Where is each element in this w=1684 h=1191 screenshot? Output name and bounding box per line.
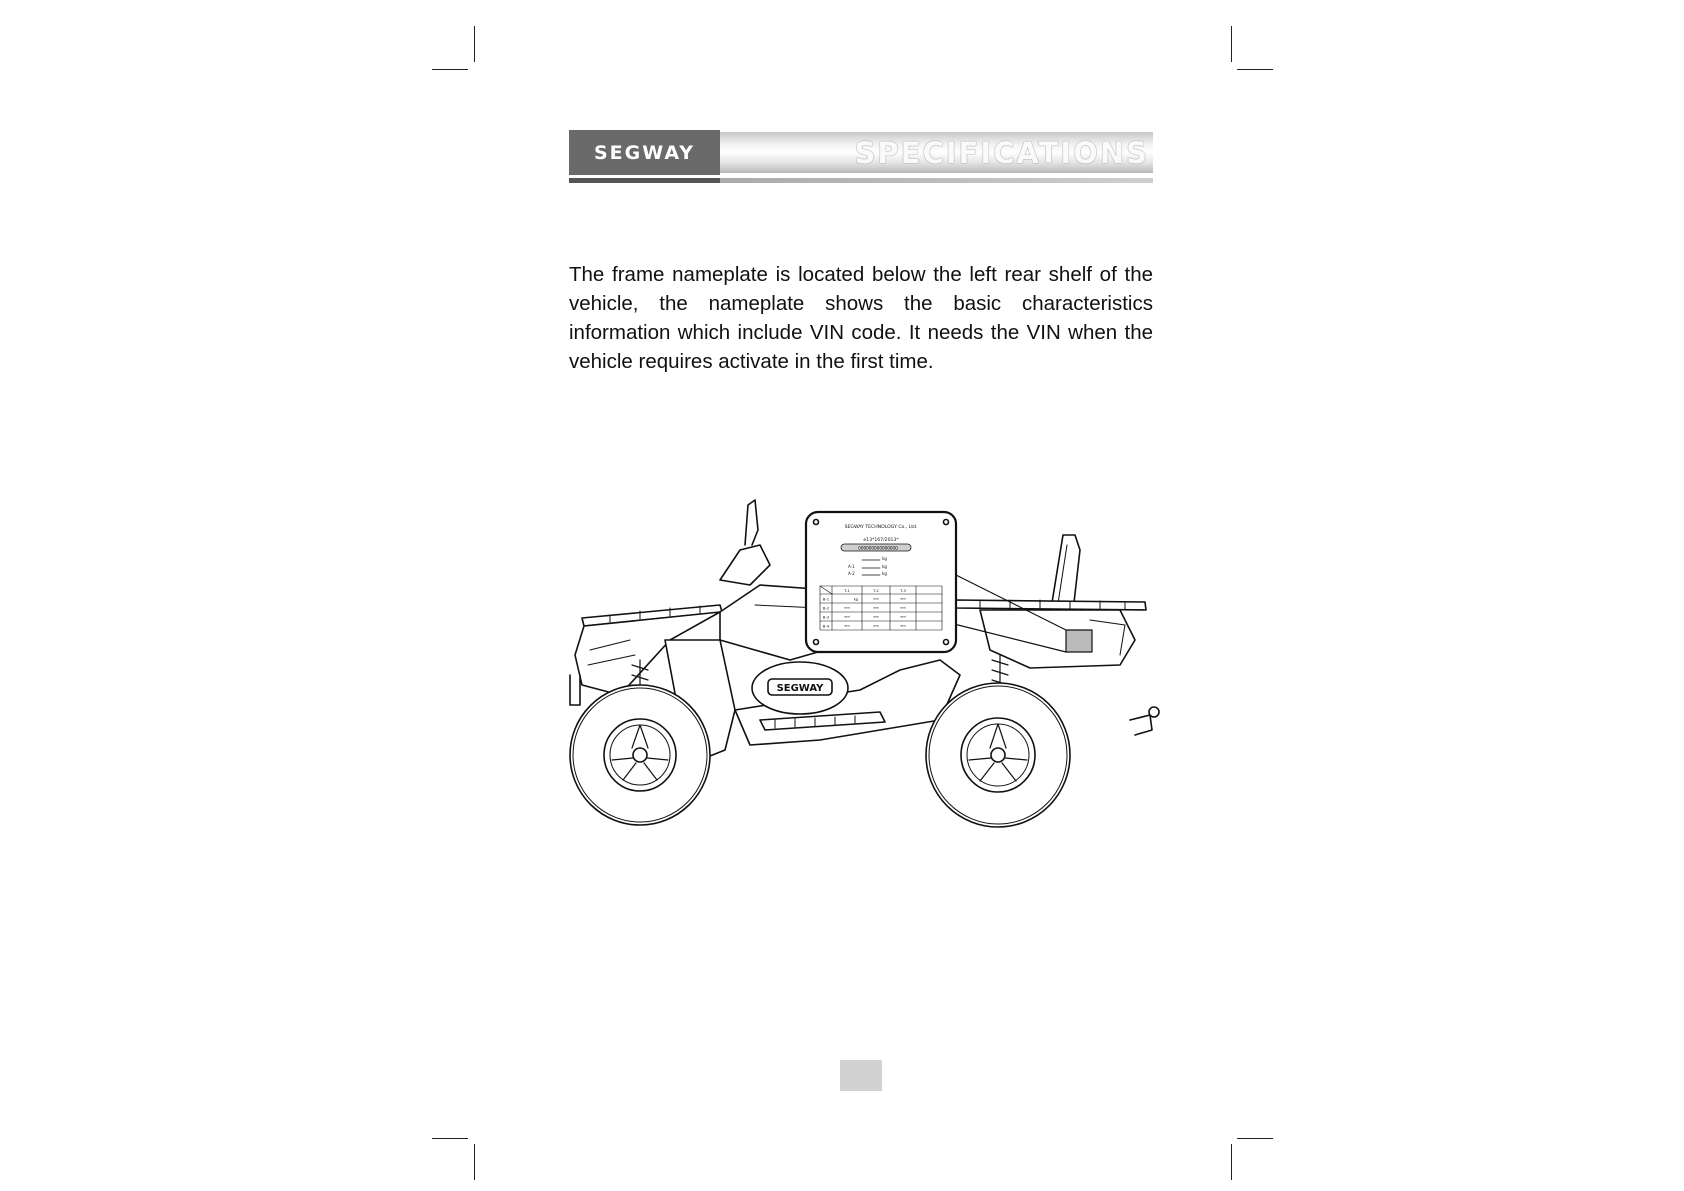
crop-mark [1237, 1138, 1273, 1139]
page-number [840, 1060, 882, 1091]
nameplate-cell: *** [873, 623, 879, 629]
nameplate-axle-label: A-2 [848, 571, 855, 576]
body-paragraph: The frame nameplate is located below the left rear shelf of the vehicle, the nameplate shows the basic characteristics information which include VIN code. It needs the VIN when the vehicle requires activate in the first time. [569, 263, 1153, 373]
nameplate-callout [806, 512, 956, 652]
nameplate-cell: *** [873, 605, 879, 611]
nameplate-cell: *** [900, 596, 906, 602]
nameplate-table [820, 586, 942, 630]
nameplate-unit: kg [882, 564, 887, 569]
crop-mark [432, 1138, 468, 1139]
nameplate-column-header: T-3 [900, 588, 906, 593]
crop-mark [1237, 69, 1273, 70]
crop-mark [1231, 1144, 1232, 1180]
nameplate-cell: *** [873, 596, 879, 602]
nameplate-cell: *** [900, 614, 906, 620]
vehicle-badge: SEGWAY [776, 683, 824, 694]
nameplate-cell: kg [853, 596, 859, 602]
atv-illustration [560, 490, 1160, 880]
nameplate-location [1066, 630, 1092, 652]
nameplate-cell: *** [844, 623, 850, 629]
nameplate-column-header: T-2 [873, 588, 879, 593]
nameplate-cell: *** [844, 605, 850, 611]
section-title: SPECIFICATIONS [854, 135, 1149, 170]
nameplate-column-header: T-1 [844, 588, 850, 593]
section-title-band [720, 132, 1153, 173]
nameplate-cell: *** [844, 614, 850, 620]
front-wheel [570, 685, 710, 825]
nameplate-unit: kg [882, 556, 887, 561]
nameplate-cell: *** [900, 605, 906, 611]
nameplate-company: SEGWAY TECHNOLOGY Co., Ltd. [844, 525, 918, 530]
nameplate-vin: OOOOOOOOOOOOOOO [858, 546, 898, 552]
nameplate-axle-label: A-1 [848, 564, 855, 569]
nameplate-row-label: B-2 [822, 605, 830, 611]
crop-mark [474, 1144, 475, 1180]
nameplate-approval: e13*167/2013* [863, 538, 899, 543]
header-rule [569, 178, 720, 183]
nameplate-row-label: B-1 [822, 596, 830, 602]
brand-name: SEGWAY [593, 141, 695, 164]
nameplate-row-label: B-4 [822, 623, 830, 629]
crop-mark [1231, 26, 1232, 62]
brand-logo [569, 130, 720, 175]
nameplate-cell: *** [873, 614, 879, 620]
header-rule [720, 178, 1153, 183]
nameplate-cell: *** [900, 623, 906, 629]
rear-wheel [926, 683, 1070, 827]
crop-mark [474, 26, 475, 62]
crop-mark [432, 69, 468, 70]
nameplate-row-label: B-3 [822, 614, 830, 620]
nameplate-unit: kg [882, 571, 887, 576]
section-header [569, 130, 1153, 184]
